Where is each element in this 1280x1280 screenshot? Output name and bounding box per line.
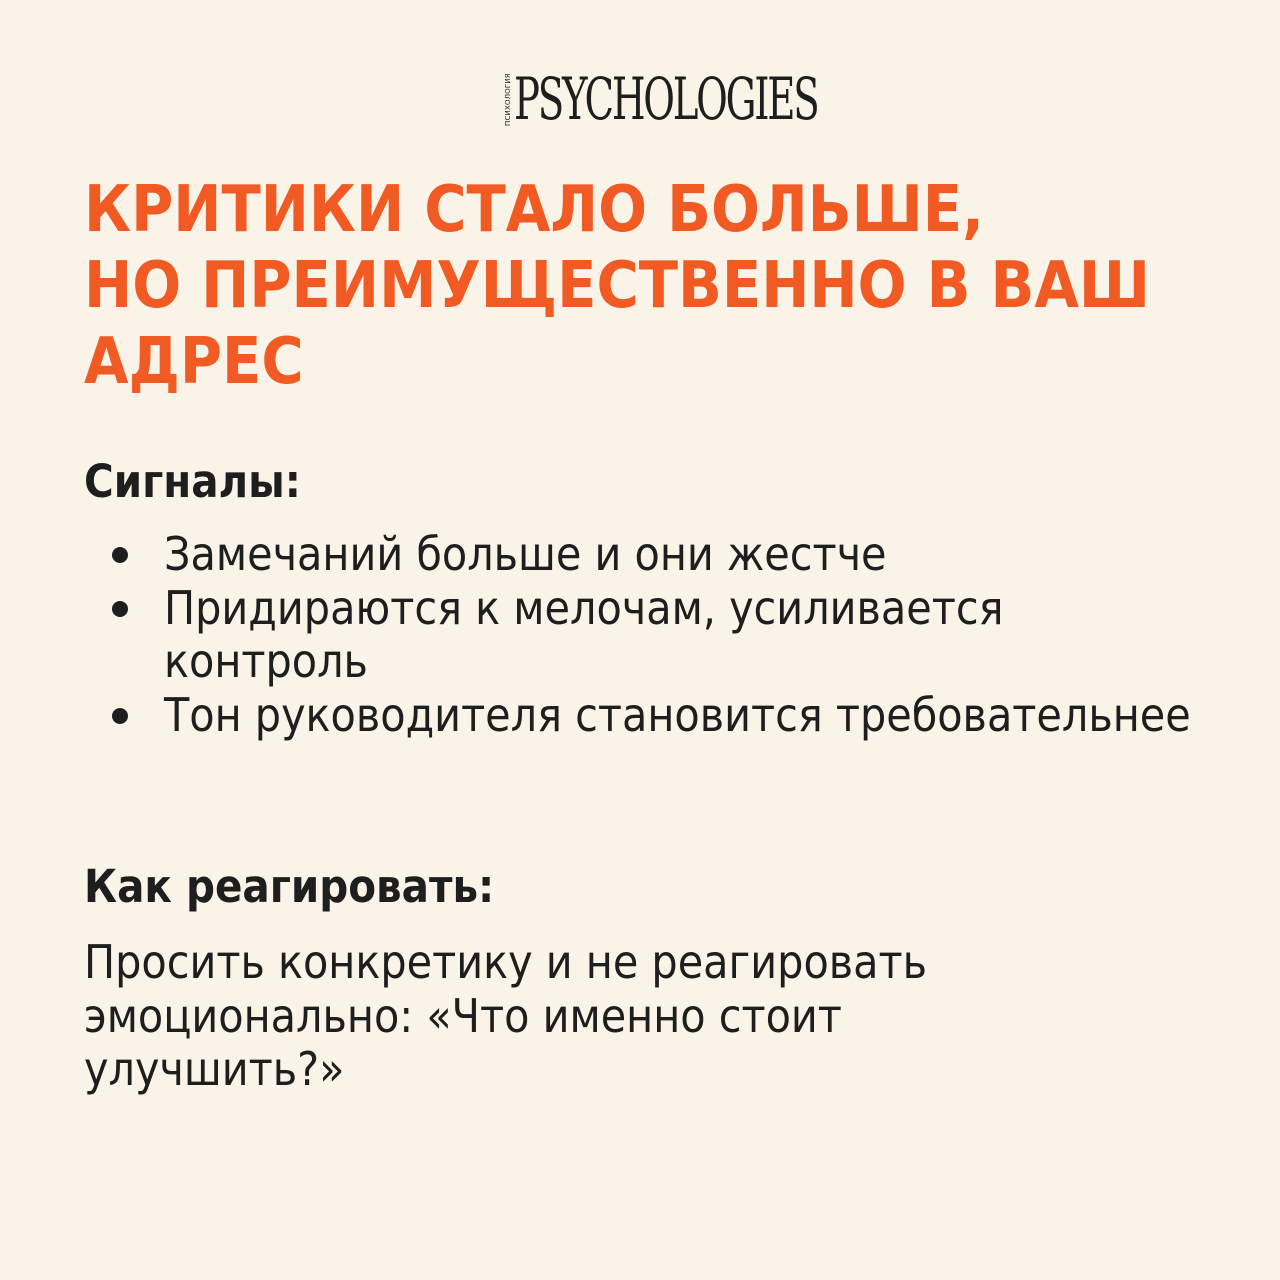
reaction-line: Просить конкретику и не реагировать <box>84 935 928 989</box>
headline-line: НО ПРЕИМУЩЕСТВЕННО В ВАШ <box>84 249 1151 323</box>
signals-list <box>112 528 1212 742</box>
list-item <box>112 582 1212 689</box>
bullet-icon <box>112 547 128 563</box>
reaction-line: улучшить?» <box>84 1042 345 1096</box>
headline <box>84 172 1214 400</box>
headline-line: АДРЕС <box>84 325 304 399</box>
bullet-icon <box>112 708 128 724</box>
list-item-text: Придираются к мелочам, усиливается контроль <box>164 580 1004 688</box>
list-item <box>112 528 1212 582</box>
logo-wordmark: PSYCHOLOGIES <box>513 65 817 133</box>
brand-logo <box>0 65 1280 133</box>
signals-title: Сигналы: <box>84 455 301 508</box>
logo-side-text: ПСИХОЛОГИЯ <box>503 73 512 126</box>
list-item-text: Тон руководителя становится требовательнее <box>164 687 1191 742</box>
list-item-text: Замечаний больше и они жестче <box>164 527 887 581</box>
reaction-line: эмоционально: «Что именно стоит <box>84 988 842 1043</box>
bullet-icon <box>112 601 128 617</box>
reaction-title: Как реагировать: <box>84 860 495 913</box>
reaction-text <box>84 936 1184 1097</box>
list-item <box>112 689 1212 743</box>
headline-line: КРИТИКИ СТАЛО БОЛЬШЕ, <box>84 173 984 247</box>
